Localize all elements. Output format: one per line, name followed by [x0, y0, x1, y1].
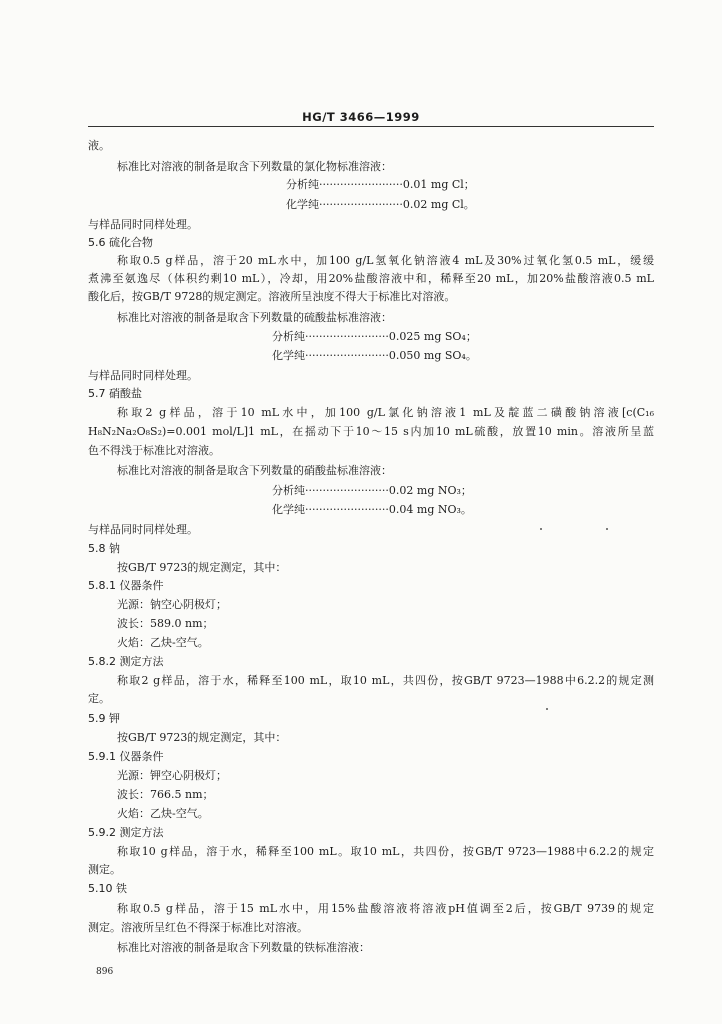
speck-mark: [546, 708, 548, 710]
text-line: 称取10 g样品，溶于水，稀释至100 mL。取10 mL，共四份，按GB/T 9723—1988中6.2.2的规定: [117, 845, 654, 858]
text-line: H₈N₂Na₂O₈S₂)=0.001 mol/L]1 mL，在摇动下于10～15 s内加10 mL硫酸，放置10 min。溶液所呈蓝: [88, 425, 654, 438]
text-line: 按GB/T 9723的规定测定，其中：: [117, 561, 287, 574]
text-line: 波长：589.0 nm；: [117, 617, 214, 630]
section-heading: 5.9 钾: [88, 712, 120, 725]
page-header: HG/T 3466—1999: [302, 110, 420, 124]
speck-mark: [540, 528, 542, 530]
text-line: 分析纯························0.01 mg Cl；: [286, 178, 475, 191]
text-line: 波长：766.5 nm；: [117, 788, 214, 801]
text-line: 称取0.5 g样品，溶于15 mL水中，用15%盐酸溶液将溶液pH值调至2后，按GB/T 9739的规定: [117, 902, 654, 915]
text-line: 与样品同时同样处理。: [88, 523, 198, 536]
text-line: 测定。溶液所呈红色不得深于标准比对溶液。: [88, 921, 308, 934]
text-line: 火焰：乙炔-空气。: [117, 636, 209, 649]
header-rule: [88, 126, 654, 127]
text-line: 标准比对溶液的制备是取含下列数量的硝酸盐标准溶液：: [117, 464, 392, 477]
text-line: 色不得浅于标准比对溶液。: [88, 444, 220, 457]
text-line: 定。: [88, 692, 110, 705]
section-heading: 5.8.2 测定方法: [88, 655, 164, 668]
text-line: 称取0.5 g样品，溶于20 mL水中，加100 g/L氢氧化钠溶液4 mL及30%过氧化氢0.5 mL，缓缓: [117, 254, 654, 267]
page-number: 896: [96, 967, 114, 977]
section-heading: 5.9.1 仪器条件: [88, 750, 164, 763]
text-line: 与样品同时同样处理。: [88, 218, 198, 231]
text-line: 按GB/T 9723的规定测定，其中：: [117, 731, 287, 744]
text-line: 标准比对溶液的制备是取含下列数量的硫酸盐标准溶液：: [117, 311, 392, 324]
text-line: 称取2 g样品，溶于水，稀释至100 mL，取10 mL，共四份，按GB/T 9723—1988中6.2.2的规定测: [117, 674, 654, 687]
text-line: 分析纯························0.025 mg SO₄；: [272, 330, 477, 343]
text-line: 标准比对溶液的制备是取含下列数量的铁标准溶液：: [117, 941, 370, 954]
text-line: 液。: [88, 139, 110, 152]
section-heading: 5.6 硫化合物: [88, 236, 153, 249]
text-line: 分析纯························0.02 mg NO₃；: [272, 484, 472, 497]
text-line: 化学纯························0.02 mg Cl。: [286, 198, 475, 211]
text-line: 测定。: [88, 863, 121, 876]
section-heading: 5.10 铁: [88, 882, 127, 895]
section-heading: 5.9.2 测定方法: [88, 826, 164, 839]
text-line: 称取2 g样品，溶于10 mL水中，加100 g/L氯化钠溶液1 mL及靛蓝二磺酸钠溶液[c(C₁₆: [117, 406, 654, 419]
text-line: 光源：钠空心阴极灯；: [117, 598, 227, 611]
section-heading: 5.8 钠: [88, 542, 120, 555]
section-heading: 5.7 硝酸盐: [88, 387, 142, 400]
text-line: 化学纯························0.050 mg SO₄。: [272, 349, 477, 362]
text-line: 火焰：乙炔-空气。: [117, 807, 209, 820]
text-line: 标准比对溶液的制备是取含下列数量的氯化物标准溶液：: [117, 160, 392, 173]
text-line: 酸化后，按GB/T 9728的规定测定。溶液所呈浊度不得大于标准比对溶液。: [88, 290, 456, 303]
text-line: 化学纯························0.04 mg NO₃。: [272, 503, 472, 516]
speck-mark: [606, 528, 608, 530]
text-line: 煮沸至氨逸尽（体积约剩10 mL），冷却，用20%盐酸溶液中和，稀释至20 mL，加20%盐酸溶液0.5 mL: [88, 272, 654, 285]
text-line: 与样品同时同样处理。: [88, 369, 198, 382]
section-heading: 5.8.1 仪器条件: [88, 579, 164, 592]
text-line: 光源：钾空心阴极灯；: [117, 769, 227, 782]
